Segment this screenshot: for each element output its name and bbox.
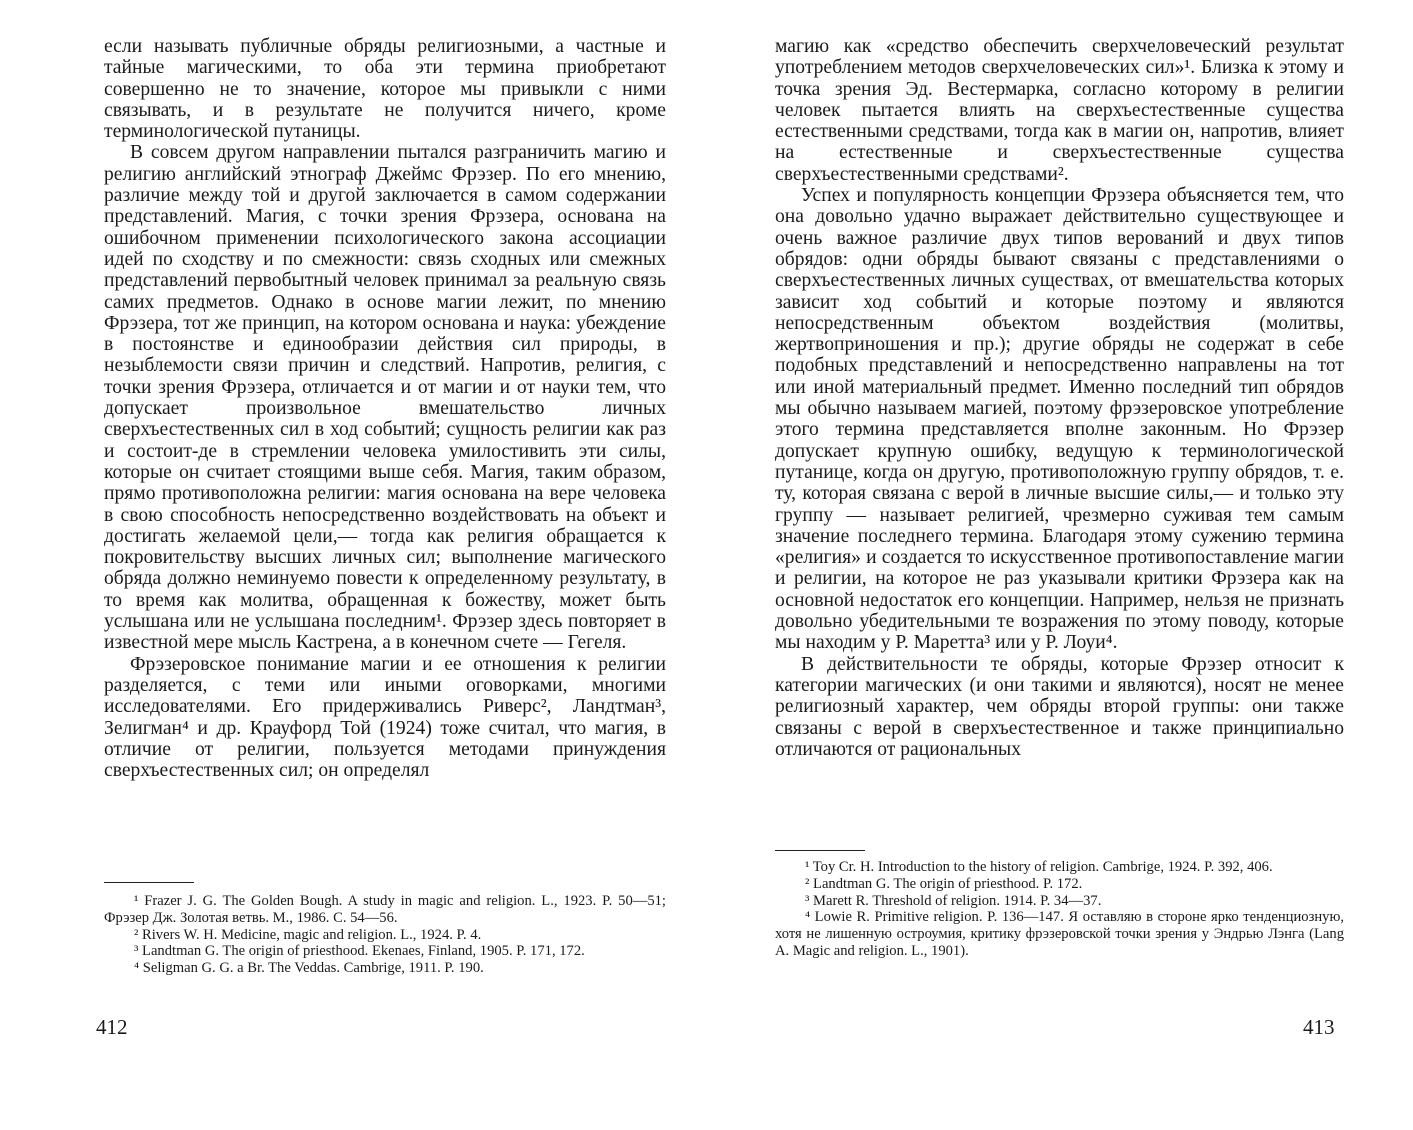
- paragraph: если называть публичные обряды религиозными, а частные и тайные магическими, то оба эти термина приобретают совершенно не то значение, которое мы привыкли с ними связывать, и в результате не получится ничего, кроме терминологической путаницы.: [104, 36, 666, 143]
- paragraph: Успех и популярность концепции Фрэзера объясняется тем, что она довольно удачно выражает действительно существующее и очень важное различие двух типов верований и двух типов обрядов: одни обряды бывают связаны с представлениями о сверхъестественных личных существах, от вмешательства которых зависит ход событий и которые поэтому и являются непосредственным объектом воздействия (молитвы, жертвоприношения и пр.); другие обряды не содержат в себе подобных представлений и непосредственно направлены на тот или иной материальный предмет. Именно последний тип обрядов мы обычно называем магией, поэтому фрэзеровское употребление этого термина представляется вполне законным. Но Фрэзер допускает крупную ошибку, ведущую к терминологической путанице, когда он другую, противоположную группу обрядов, т. е. ту, которая связана с верой в личные высшие силы,— и только эту группу — называет религией, чрезмерно суживая тем самым значение последнего термина. Благодаря этому сужению термина «религия» и создается то искусственное противопоставление магии и религии, на которое не раз указывали критики Фрэзера как на основной недостаток его концепции. Например, нельзя не признать довольно убедительными те возражения по этому поводу, которые мы находим у Р. Маретта³ или у Р. Лоуи⁴.: [775, 185, 1344, 654]
- footnote-divider: [775, 850, 865, 851]
- left-page: [0, 0, 706, 1130]
- paragraph: В совсем другом направлении пытался разграничить магию и религию английский этнограф Джеймс Фрэзер. По его мнению, различие между той и другой заключается в самом содержании представлений. Магия, с точки зрения Фрэзера, основана на ошибочном применении психологического закона ассоциации идей по сходству и по смежности: связь сходных или смежных представлений первобытный человек принимал за реальную связь самих предметов. Однако в основе магии лежит, по мнению Фрэзера, тот же принцип, на котором основана и наука: убеждение в постоянстве и единообразии действия сил природы, в незыблемости связи причин и следствий. Напротив, религия, с точки зрения Фрэзера, отличается и от магии и от науки тем, что допускает произвольное вмешательство личных сверхъестественных сил в ход событий; сущность религии как раз и состоит-де в стремлении человека умилостивить эти силы, которые он считает стоящими выше себя. Магия, таким образом, прямо противоположна религии: магия основана на вере человека в свою способность непосредственно воздействовать на объект и достигать желаемой цели,— тогда как религия обращается к покровительству высших личных сил; выполнение магического обряда должно неминуемо повести к определенному результату, в то время как молитва, обращенная к божеству, может быть услышана или не услышана последним¹. Фрэзер здесь повторяет в известной мере мысль Кастрена, а в конечном счете — Гегеля.: [104, 142, 666, 654]
- right-page: [706, 0, 1413, 1130]
- page-number: 412: [96, 1015, 128, 1039]
- footnote: ³ Landtman G. The origin of priesthood. Ekenaes, Finland, 1905. P. 171, 172.: [134, 943, 585, 960]
- footnote: ¹ Frazer J. G. The Golden Bough. A study in magic and religion. L., 1923. P. 50—51; Фрэзер Дж. Золотая ветвь. М., 1986. С. 54—56.: [104, 893, 666, 926]
- footnote: ³ Marett R. Threshold of religion. 1914. P. 34—37.: [805, 892, 1102, 909]
- page-number: 413: [1303, 1015, 1335, 1039]
- footnote: ⁴ Lowie R. Primitive religion. P. 136—147. Я оставляю в стороне ярко тенденциозную, хотя не лишенную остроумия, критику фрэзеровской точки зрения у Эндрью Лэнга (Lang A. Magic and religion. L., 1901).: [775, 909, 1344, 959]
- left-body-text: [104, 36, 666, 781]
- right-footnotes: [775, 859, 1344, 960]
- paragraph: В действительности те обряды, которые Фрэзер относит к категории магических (и они такими и являются), носят не менее религиозный характер, чем обряды второй группы: они также связаны с верой в сверхъестественное и также принципиально отличаются от рациональных: [775, 653, 1344, 760]
- right-body-text: [775, 36, 1344, 760]
- footnote: ² Landtman G. The origin of priesthood. P. 172.: [805, 875, 1083, 892]
- left-footnotes: [104, 893, 666, 977]
- paragraph: магию как «средство обеспечить сверхчеловеческий результат употреблением методов сверхчеловеческих сил»¹. Близка к этому и точка зрения Эд. Вестермарка, согласно которому в религии человек пытается влиять на сверхъестественные существа естественными средствами, тогда как в магии он, напротив, влияет на естественные и сверхъестественные существа сверхъестественными средствами².: [775, 36, 1344, 185]
- footnote: ² Rivers W. H. Medicine, magic and religion. L., 1924. P. 4.: [134, 926, 482, 943]
- footnote: ¹ Toy Cr. H. Introduction to the history of religion. Cambrige, 1924. P. 392, 406.: [805, 859, 1273, 875]
- paragraph: Фрэзеровское понимание магии и ее отношения к религии разделяется, с теми или иными оговорками, многими исследователями. Его придерживались Риверс², Ландтман³, Зелигман⁴ и др. Крауфорд Той (1924) тоже считал, что магия, в отличие от религии, пользуется методами принуждения сверхъестественных сил; он определял: [104, 653, 666, 782]
- footnote: ⁴ Seligman G. G. a Br. The Veddas. Cambrige, 1911. P. 190.: [134, 960, 484, 977]
- footnote-divider: [104, 882, 194, 883]
